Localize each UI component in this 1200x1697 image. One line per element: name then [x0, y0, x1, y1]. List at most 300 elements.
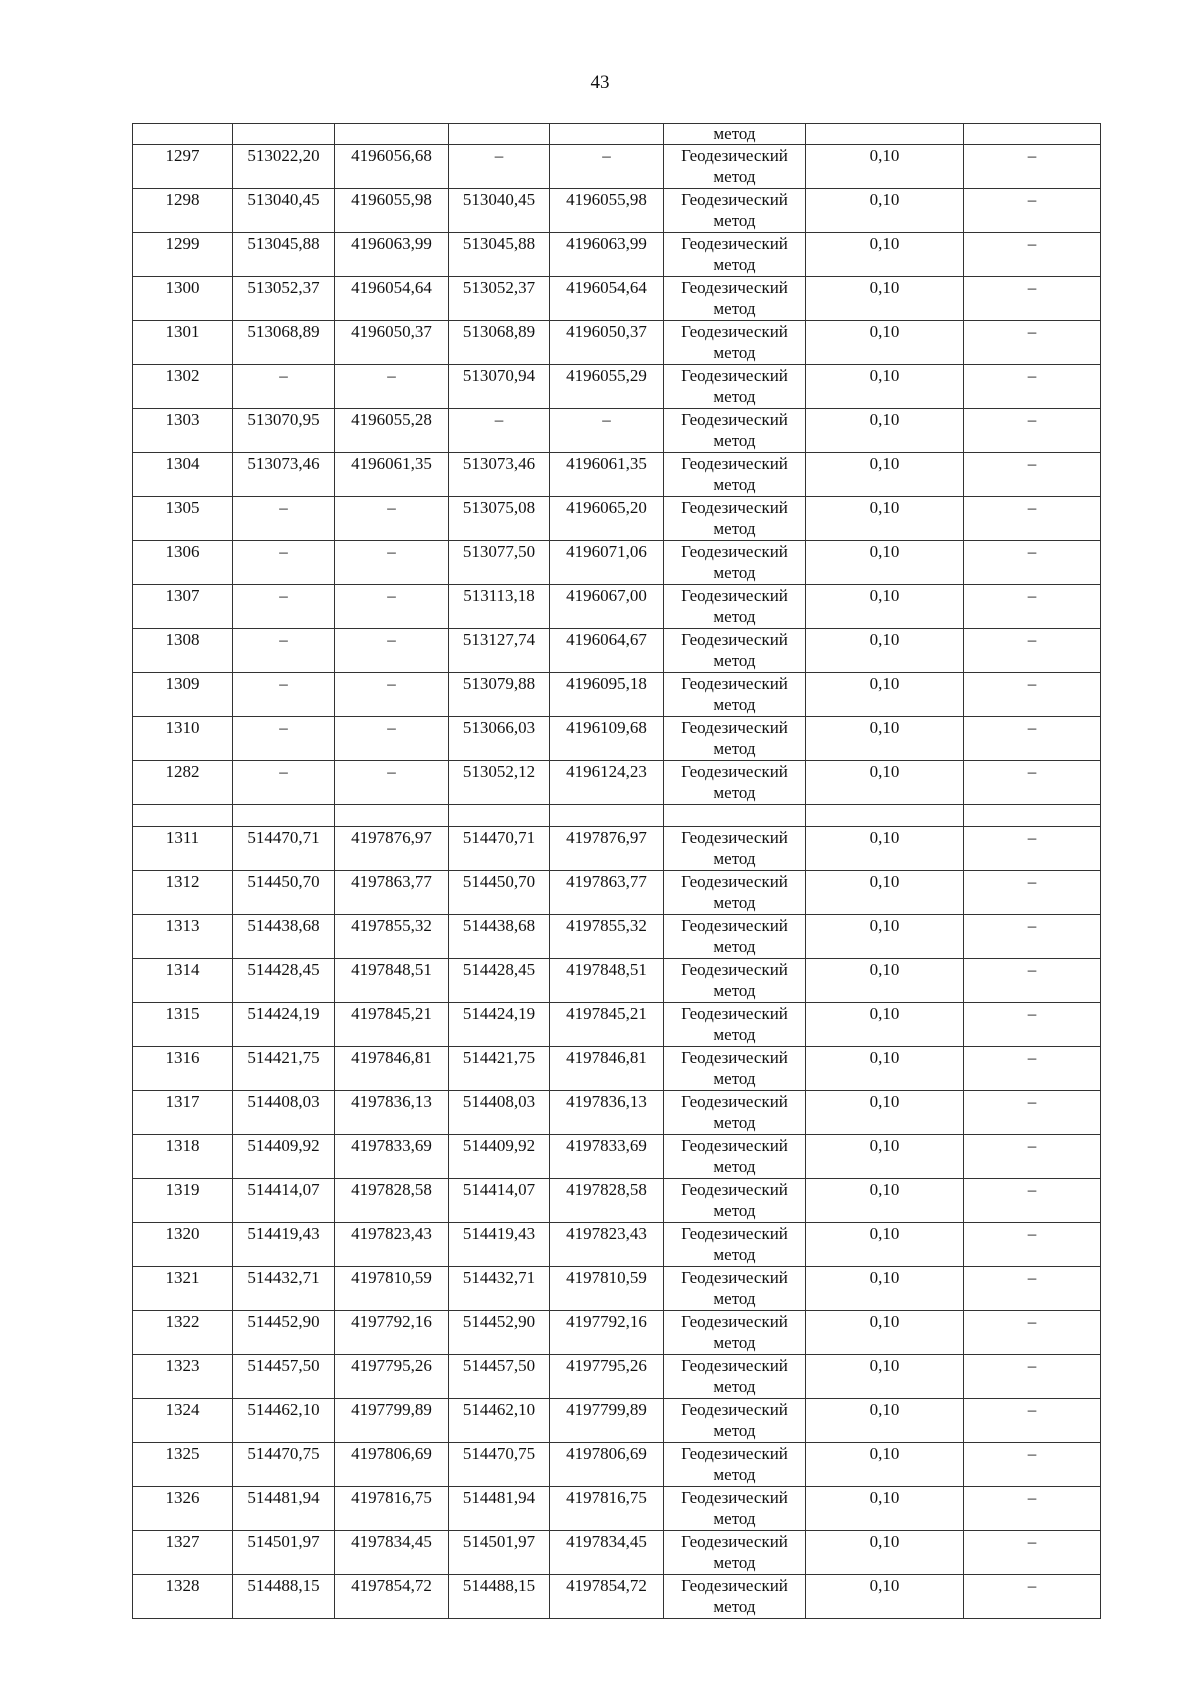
x-refined-cell: 514457,50: [449, 1355, 550, 1399]
table-row: [133, 1223, 1101, 1267]
method-cell: Геодезический метод: [664, 1355, 806, 1399]
x-existing-cell: 514501,97: [233, 1531, 335, 1575]
point-number-cell: 1316: [133, 1047, 233, 1091]
method-cell: Геодезический метод: [664, 409, 806, 453]
point-number-cell: 1314: [133, 959, 233, 1003]
accuracy-cell: 0,10: [806, 673, 964, 717]
point-number-cell: 1305: [133, 497, 233, 541]
note-cell: –: [964, 629, 1101, 673]
table-cell: [335, 805, 449, 827]
note-cell: –: [964, 959, 1101, 1003]
y-refined-cell: 4196095,18: [550, 673, 664, 717]
point-number-cell: 1304: [133, 453, 233, 497]
y-existing-cell: 4197828,58: [335, 1179, 449, 1223]
page-number: 43: [590, 72, 610, 93]
y-refined-cell: –: [550, 409, 664, 453]
method-cell: Геодезический метод: [664, 1531, 806, 1575]
point-number-cell: 1311: [133, 827, 233, 871]
accuracy-cell: 0,10: [806, 409, 964, 453]
method-cell: Геодезический метод: [664, 497, 806, 541]
method-cell: Геодезический метод: [664, 321, 806, 365]
note-cell: –: [964, 827, 1101, 871]
y-refined-cell: 4197799,89: [550, 1399, 664, 1443]
y-refined-cell: 4196054,64: [550, 277, 664, 321]
note-cell: –: [964, 1267, 1101, 1311]
y-existing-cell: –: [335, 629, 449, 673]
method-cell: Геодезический метод: [664, 1575, 806, 1619]
note-cell: –: [964, 761, 1101, 805]
table-cell: [806, 805, 964, 827]
y-existing-cell: 4197792,16: [335, 1311, 449, 1355]
x-refined-cell: 513066,03: [449, 717, 550, 761]
accuracy-cell: 0,10: [806, 1047, 964, 1091]
note-cell: –: [964, 277, 1101, 321]
y-existing-cell: 4197876,97: [335, 827, 449, 871]
y-refined-cell: 4197855,32: [550, 915, 664, 959]
y-refined-cell: 4197795,26: [550, 1355, 664, 1399]
accuracy-cell: 0,10: [806, 1531, 964, 1575]
coordinates-table: [132, 123, 1101, 1619]
accuracy-cell: 0,10: [806, 1311, 964, 1355]
accuracy-cell: 0,10: [806, 541, 964, 585]
note-cell: –: [964, 585, 1101, 629]
accuracy-cell: 0,10: [806, 189, 964, 233]
method-cell: Геодезический метод: [664, 453, 806, 497]
x-existing-cell: 513068,89: [233, 321, 335, 365]
method-cell: Геодезический метод: [664, 1223, 806, 1267]
note-cell: –: [964, 1355, 1101, 1399]
y-existing-cell: 4196056,68: [335, 145, 449, 189]
note-cell: –: [964, 1091, 1101, 1135]
y-existing-cell: –: [335, 365, 449, 409]
table-row: [133, 959, 1101, 1003]
accuracy-cell: 0,10: [806, 761, 964, 805]
x-refined-cell: 514419,43: [449, 1223, 550, 1267]
table-row: [133, 277, 1101, 321]
table-row: [133, 1047, 1101, 1091]
table-row: [133, 1399, 1101, 1443]
accuracy-cell: 0,10: [806, 585, 964, 629]
x-existing-cell: 513073,46: [233, 453, 335, 497]
table-row: [133, 321, 1101, 365]
note-cell: –: [964, 189, 1101, 233]
y-existing-cell: –: [335, 541, 449, 585]
note-cell: –: [964, 1487, 1101, 1531]
x-existing-cell: 514409,92: [233, 1135, 335, 1179]
note-cell: –: [964, 717, 1101, 761]
note-cell: –: [964, 321, 1101, 365]
y-existing-cell: –: [335, 497, 449, 541]
point-number-cell: 1310: [133, 717, 233, 761]
x-refined-cell: 513040,45: [449, 189, 550, 233]
table-row: [133, 871, 1101, 915]
y-refined-cell: 4197836,13: [550, 1091, 664, 1135]
note-cell: –: [964, 673, 1101, 717]
y-existing-cell: 4197854,72: [335, 1575, 449, 1619]
point-number-cell: 1298: [133, 189, 233, 233]
table-row: [133, 629, 1101, 673]
point-number-cell: 1322: [133, 1311, 233, 1355]
method-cell: Геодезический метод: [664, 585, 806, 629]
table-row: [133, 1179, 1101, 1223]
x-existing-cell: –: [233, 585, 335, 629]
x-refined-cell: –: [449, 409, 550, 453]
note-cell: –: [964, 915, 1101, 959]
table-row: [133, 1531, 1101, 1575]
method-cell: Геодезический метод: [664, 717, 806, 761]
table-cell: [964, 805, 1101, 827]
x-refined-cell: 513127,74: [449, 629, 550, 673]
point-number-cell: 1301: [133, 321, 233, 365]
method-cell: Геодезический метод: [664, 1135, 806, 1179]
y-refined-cell: –: [550, 145, 664, 189]
x-existing-cell: 514462,10: [233, 1399, 335, 1443]
table-row: [133, 1355, 1101, 1399]
y-refined-cell: 4196061,35: [550, 453, 664, 497]
y-refined-cell: 4197845,21: [550, 1003, 664, 1047]
note-cell: –: [964, 1179, 1101, 1223]
y-existing-cell: 4197845,21: [335, 1003, 449, 1047]
table-cell: [449, 124, 550, 145]
point-number-cell: 1328: [133, 1575, 233, 1619]
table-cell: [449, 805, 550, 827]
accuracy-cell: 0,10: [806, 1003, 964, 1047]
note-cell: –: [964, 1311, 1101, 1355]
note-cell: –: [964, 1575, 1101, 1619]
point-number-cell: 1306: [133, 541, 233, 585]
x-existing-cell: –: [233, 717, 335, 761]
y-refined-cell: 4196064,67: [550, 629, 664, 673]
table-row: [133, 673, 1101, 717]
x-refined-cell: 513052,12: [449, 761, 550, 805]
y-existing-cell: 4197863,77: [335, 871, 449, 915]
method-cell: Геодезический метод: [664, 673, 806, 717]
y-existing-cell: 4197799,89: [335, 1399, 449, 1443]
table-row: [133, 1443, 1101, 1487]
x-refined-cell: 514470,71: [449, 827, 550, 871]
accuracy-cell: 0,10: [806, 1179, 964, 1223]
method-cell: Геодезический метод: [664, 629, 806, 673]
accuracy-cell: 0,10: [806, 717, 964, 761]
x-existing-cell: –: [233, 673, 335, 717]
table-cell: [133, 805, 233, 827]
x-existing-cell: –: [233, 761, 335, 805]
x-refined-cell: 514450,70: [449, 871, 550, 915]
x-existing-cell: 514408,03: [233, 1091, 335, 1135]
point-number-cell: 1312: [133, 871, 233, 915]
x-refined-cell: 513070,94: [449, 365, 550, 409]
accuracy-cell: 0,10: [806, 1135, 964, 1179]
y-existing-cell: 4196054,64: [335, 277, 449, 321]
note-cell: –: [964, 365, 1101, 409]
method-cell: Геодезический метод: [664, 277, 806, 321]
point-number-cell: 1297: [133, 145, 233, 189]
method-cell: Геодезический метод: [664, 189, 806, 233]
x-existing-cell: 514470,71: [233, 827, 335, 871]
accuracy-cell: 0,10: [806, 827, 964, 871]
note-cell: –: [964, 1399, 1101, 1443]
y-refined-cell: 4196055,29: [550, 365, 664, 409]
note-cell: –: [964, 145, 1101, 189]
method-cell: Геодезический метод: [664, 827, 806, 871]
method-cell: Геодезический метод: [664, 1091, 806, 1135]
point-number-cell: 1326: [133, 1487, 233, 1531]
table-row: [133, 233, 1101, 277]
x-refined-cell: 513113,18: [449, 585, 550, 629]
x-existing-cell: 514421,75: [233, 1047, 335, 1091]
x-existing-cell: 514450,70: [233, 871, 335, 915]
note-cell: –: [964, 1047, 1101, 1091]
method-cell: Геодезический метод: [664, 915, 806, 959]
method-cell: Геодезический метод: [664, 1047, 806, 1091]
x-existing-cell: –: [233, 541, 335, 585]
accuracy-cell: 0,10: [806, 453, 964, 497]
y-refined-cell: 4197810,59: [550, 1267, 664, 1311]
table-cell: [550, 805, 664, 827]
point-number-cell: 1309: [133, 673, 233, 717]
y-refined-cell: 4196071,06: [550, 541, 664, 585]
table-row: [133, 1135, 1101, 1179]
note-cell: –: [964, 233, 1101, 277]
method-cell: Геодезический метод: [664, 871, 806, 915]
note-cell: –: [964, 871, 1101, 915]
y-existing-cell: 4197810,59: [335, 1267, 449, 1311]
method-cell: Геодезический метод: [664, 365, 806, 409]
x-existing-cell: 513052,37: [233, 277, 335, 321]
y-existing-cell: 4197834,45: [335, 1531, 449, 1575]
y-refined-cell: 4196124,23: [550, 761, 664, 805]
y-existing-cell: 4197848,51: [335, 959, 449, 1003]
x-existing-cell: 514438,68: [233, 915, 335, 959]
y-existing-cell: –: [335, 673, 449, 717]
point-number-cell: 1299: [133, 233, 233, 277]
y-refined-cell: 4197876,97: [550, 827, 664, 871]
method-cell: Геодезический метод: [664, 145, 806, 189]
y-refined-cell: 4196055,98: [550, 189, 664, 233]
method-cell: Геодезический метод: [664, 1487, 806, 1531]
y-refined-cell: 4197823,43: [550, 1223, 664, 1267]
method-cell: Геодезический метод: [664, 233, 806, 277]
point-number-cell: 1315: [133, 1003, 233, 1047]
note-cell: –: [964, 497, 1101, 541]
table-row: [133, 827, 1101, 871]
x-refined-cell: 514409,92: [449, 1135, 550, 1179]
accuracy-cell: 0,10: [806, 1223, 964, 1267]
x-refined-cell: 514462,10: [449, 1399, 550, 1443]
x-refined-cell: 514452,90: [449, 1311, 550, 1355]
x-existing-cell: –: [233, 365, 335, 409]
point-number-cell: 1317: [133, 1091, 233, 1135]
point-number-cell: 1323: [133, 1355, 233, 1399]
point-number-cell: 1307: [133, 585, 233, 629]
y-refined-cell: 4196050,37: [550, 321, 664, 365]
y-refined-cell: 4196063,99: [550, 233, 664, 277]
point-number-cell: 1320: [133, 1223, 233, 1267]
x-existing-cell: 514452,90: [233, 1311, 335, 1355]
point-number-cell: 1282: [133, 761, 233, 805]
x-refined-cell: 514421,75: [449, 1047, 550, 1091]
accuracy-cell: 0,10: [806, 145, 964, 189]
x-existing-cell: 514457,50: [233, 1355, 335, 1399]
continuation-row: [133, 124, 1101, 145]
table-row: [133, 761, 1101, 805]
x-existing-cell: 514470,75: [233, 1443, 335, 1487]
table-row: [133, 1487, 1101, 1531]
x-existing-cell: 514419,43: [233, 1223, 335, 1267]
y-existing-cell: 4197833,69: [335, 1135, 449, 1179]
table-cell: [335, 124, 449, 145]
x-existing-cell: 514424,19: [233, 1003, 335, 1047]
y-existing-cell: 4196055,98: [335, 189, 449, 233]
x-refined-cell: 513052,37: [449, 277, 550, 321]
y-refined-cell: 4197828,58: [550, 1179, 664, 1223]
y-existing-cell: 4196061,35: [335, 453, 449, 497]
y-existing-cell: 4197823,43: [335, 1223, 449, 1267]
y-existing-cell: 4197836,13: [335, 1091, 449, 1135]
y-existing-cell: 4196063,99: [335, 233, 449, 277]
table-row: [133, 717, 1101, 761]
y-existing-cell: 4197806,69: [335, 1443, 449, 1487]
x-existing-cell: 514488,15: [233, 1575, 335, 1619]
accuracy-cell: 0,10: [806, 1487, 964, 1531]
y-existing-cell: 4196055,28: [335, 409, 449, 453]
x-refined-cell: 513077,50: [449, 541, 550, 585]
y-existing-cell: 4197795,26: [335, 1355, 449, 1399]
y-refined-cell: 4197792,16: [550, 1311, 664, 1355]
method-cell: Геодезический метод: [664, 1443, 806, 1487]
table-row: [133, 189, 1101, 233]
table-row: [133, 497, 1101, 541]
table-row: [133, 1267, 1101, 1311]
table-row: [133, 453, 1101, 497]
table-row: [133, 1575, 1101, 1619]
accuracy-cell: 0,10: [806, 1355, 964, 1399]
accuracy-cell: 0,10: [806, 1575, 964, 1619]
point-number-cell: 1319: [133, 1179, 233, 1223]
table-cell: [664, 805, 806, 827]
point-number-cell: 1303: [133, 409, 233, 453]
method-cell: Геодезический метод: [664, 959, 806, 1003]
y-existing-cell: 4197855,32: [335, 915, 449, 959]
y-refined-cell: 4197848,51: [550, 959, 664, 1003]
note-cell: –: [964, 1003, 1101, 1047]
x-refined-cell: 513068,89: [449, 321, 550, 365]
x-refined-cell: 514470,75: [449, 1443, 550, 1487]
accuracy-cell: 0,10: [806, 321, 964, 365]
note-cell: –: [964, 409, 1101, 453]
x-refined-cell: 513075,08: [449, 497, 550, 541]
y-refined-cell: 4197854,72: [550, 1575, 664, 1619]
x-existing-cell: 513045,88: [233, 233, 335, 277]
accuracy-cell: 0,10: [806, 629, 964, 673]
x-existing-cell: –: [233, 497, 335, 541]
method-cell: Геодезический метод: [664, 1003, 806, 1047]
table-row: [133, 541, 1101, 585]
point-number-cell: 1313: [133, 915, 233, 959]
x-existing-cell: 514428,45: [233, 959, 335, 1003]
table-row: [133, 1091, 1101, 1135]
y-existing-cell: 4196050,37: [335, 321, 449, 365]
y-refined-cell: 4196065,20: [550, 497, 664, 541]
table-cell: [133, 124, 233, 145]
table-cell: [550, 124, 664, 145]
accuracy-cell: 0,10: [806, 871, 964, 915]
y-refined-cell: 4196109,68: [550, 717, 664, 761]
x-refined-cell: 514428,45: [449, 959, 550, 1003]
x-existing-cell: 514414,07: [233, 1179, 335, 1223]
x-existing-cell: 513022,20: [233, 145, 335, 189]
accuracy-cell: 0,10: [806, 365, 964, 409]
x-refined-cell: 514424,19: [449, 1003, 550, 1047]
point-number-cell: 1308: [133, 629, 233, 673]
method-cell: Геодезический метод: [664, 1179, 806, 1223]
table-row: [133, 585, 1101, 629]
point-number-cell: 1325: [133, 1443, 233, 1487]
method-cell: Геодезический метод: [664, 1311, 806, 1355]
note-cell: –: [964, 1223, 1101, 1267]
group-separator-row: [133, 805, 1101, 827]
accuracy-cell: 0,10: [806, 277, 964, 321]
x-existing-cell: 514432,71: [233, 1267, 335, 1311]
point-number-cell: 1318: [133, 1135, 233, 1179]
table-cell: [233, 805, 335, 827]
x-existing-cell: –: [233, 629, 335, 673]
x-refined-cell: 513045,88: [449, 233, 550, 277]
accuracy-cell: 0,10: [806, 1399, 964, 1443]
y-refined-cell: 4197806,69: [550, 1443, 664, 1487]
accuracy-cell: 0,10: [806, 1091, 964, 1135]
x-existing-cell: 514481,94: [233, 1487, 335, 1531]
note-cell: –: [964, 1135, 1101, 1179]
accuracy-cell: 0,10: [806, 497, 964, 541]
method-cell: Геодезический метод: [664, 541, 806, 585]
y-existing-cell: –: [335, 585, 449, 629]
y-refined-cell: 4197834,45: [550, 1531, 664, 1575]
x-refined-cell: 514414,07: [449, 1179, 550, 1223]
accuracy-cell: 0,10: [806, 1443, 964, 1487]
y-refined-cell: 4197816,75: [550, 1487, 664, 1531]
y-existing-cell: –: [335, 761, 449, 805]
y-refined-cell: 4197846,81: [550, 1047, 664, 1091]
point-number-cell: 1321: [133, 1267, 233, 1311]
table-cell: [806, 124, 964, 145]
note-cell: –: [964, 1531, 1101, 1575]
point-number-cell: 1324: [133, 1399, 233, 1443]
table-row: [133, 915, 1101, 959]
accuracy-cell: 0,10: [806, 915, 964, 959]
point-number-cell: 1302: [133, 365, 233, 409]
method-cell: метод: [664, 124, 806, 145]
y-existing-cell: –: [335, 717, 449, 761]
note-cell: –: [964, 541, 1101, 585]
x-refined-cell: 513073,46: [449, 453, 550, 497]
x-existing-cell: 513070,95: [233, 409, 335, 453]
accuracy-cell: 0,10: [806, 959, 964, 1003]
table-row: [133, 1311, 1101, 1355]
table-cell: [964, 124, 1101, 145]
x-existing-cell: 513040,45: [233, 189, 335, 233]
x-refined-cell: 514501,97: [449, 1531, 550, 1575]
y-existing-cell: 4197846,81: [335, 1047, 449, 1091]
y-existing-cell: 4197816,75: [335, 1487, 449, 1531]
x-refined-cell: 514408,03: [449, 1091, 550, 1135]
x-refined-cell: 513079,88: [449, 673, 550, 717]
table-row: [133, 145, 1101, 189]
point-number-cell: 1327: [133, 1531, 233, 1575]
x-refined-cell: –: [449, 145, 550, 189]
table-row: [133, 409, 1101, 453]
method-cell: Геодезический метод: [664, 761, 806, 805]
